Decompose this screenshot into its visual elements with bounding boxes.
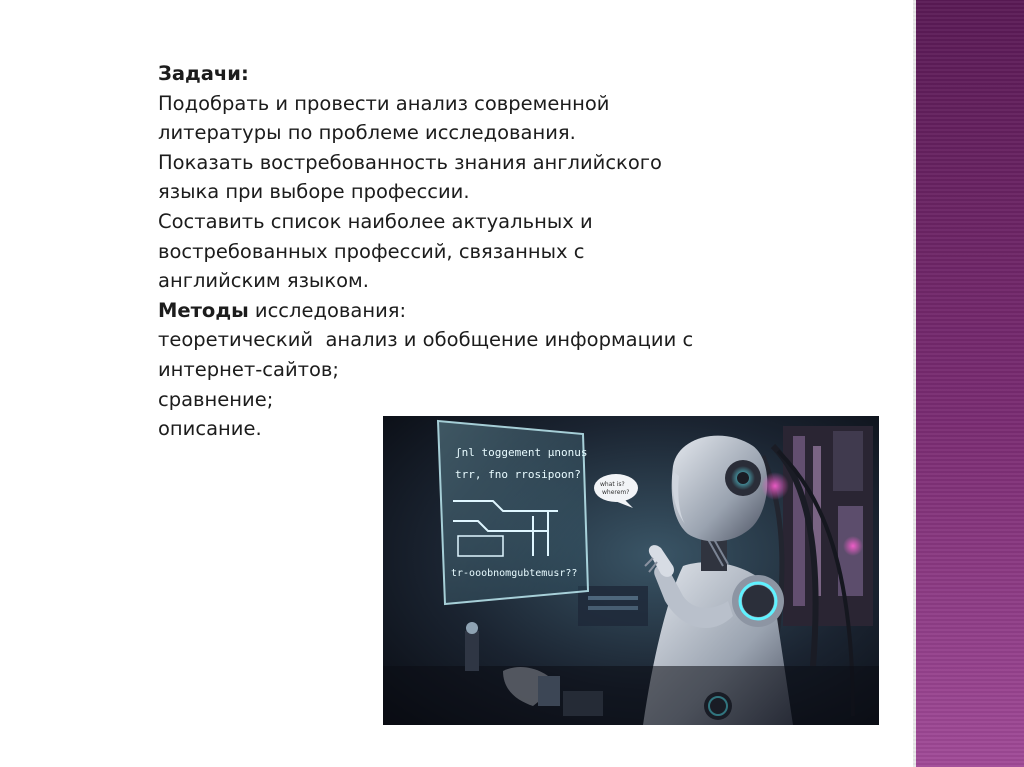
slide-text <box>158 59 798 444</box>
method-line: интернет-сайтов; <box>158 357 339 381</box>
method-line: сравнение; <box>158 387 274 411</box>
task-line: востребованных профессий, связанных с <box>158 239 585 263</box>
task-line: литературы по проблеме исследования. <box>158 121 576 145</box>
hologram-screen <box>438 421 588 604</box>
bubble-text: wherem? <box>602 489 630 496</box>
methods-heading <box>158 296 798 326</box>
task-line: Подобрать и провести анализ современной <box>158 91 610 115</box>
decorative-side-band <box>913 0 1024 767</box>
task-line: Составить список наиболее актуальных и <box>158 209 593 233</box>
task-line: языка при выборе профессии. <box>158 180 470 204</box>
method-line: теоретический анализ и обобщение информации с <box>158 328 694 352</box>
methods-bold: Методы <box>158 298 249 322</box>
methods-rest: исследования: <box>248 298 407 322</box>
task-line: Показать востребованность знания английского <box>158 150 662 174</box>
robot-thinking-illustration <box>383 416 879 725</box>
method-line: описание. <box>158 417 262 441</box>
task-line: английским языком. <box>158 269 369 293</box>
screen-text-line: ʃnl toggement µnonus <box>455 446 588 459</box>
screen-text-line: tr-ooobnomgubtemusr?? <box>451 568 578 579</box>
bubble-text: what is? <box>600 481 625 488</box>
tasks-heading: Задачи: <box>158 62 249 85</box>
screen-text-line: trr, fno rrosipoon? <box>455 468 581 481</box>
